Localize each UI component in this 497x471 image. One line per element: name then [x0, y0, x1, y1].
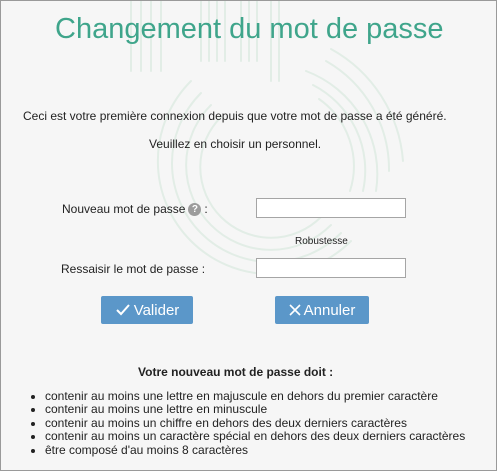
- new-password-label: Nouveau mot de passe: [62, 202, 186, 216]
- page-title: Changement du mot de passe: [55, 13, 444, 45]
- label-colon: :: [204, 202, 208, 216]
- list-item: • être composé d'au moins 8 caractères: [45, 444, 465, 457]
- validate-button-label: Valider: [133, 301, 180, 319]
- new-password-label-row: [62, 202, 208, 216]
- question-circle-icon[interactable]: ?: [188, 203, 201, 216]
- cancel-button-label: Annuler: [303, 301, 356, 319]
- check-icon: [115, 303, 131, 317]
- intro-instruction: Veuillez en choisir un personnel.: [149, 137, 322, 151]
- validate-button[interactable]: [101, 296, 193, 324]
- password-rules-title: Votre nouveau mot de passe doit :: [138, 365, 334, 379]
- background-logo-art: [91, 1, 421, 301]
- list-item: • contenir au moins un caractère spécial en dehors des deux derniers caractères: [45, 430, 465, 443]
- confirm-password-input[interactable]: [256, 258, 406, 278]
- list-item: • contenir au moins une lettre en minuscule: [45, 403, 465, 416]
- list-item: • contenir au moins une lettre en majuscule en dehors du premier caractère: [45, 390, 465, 403]
- x-icon: [289, 304, 301, 316]
- new-password-input[interactable]: [256, 198, 406, 218]
- cancel-button[interactable]: [275, 296, 369, 324]
- list-item: • contenir au moins un chiffre en dehors des deux derniers caractères: [45, 417, 465, 430]
- confirm-password-label: Ressaisir le mot de passe :: [61, 262, 206, 276]
- password-strength-label: Robustesse: [295, 236, 348, 247]
- password-rules-list: [31, 390, 465, 457]
- intro-text: Ceci est votre première connexion depuis que votre mot de passe a été généré.: [23, 109, 447, 123]
